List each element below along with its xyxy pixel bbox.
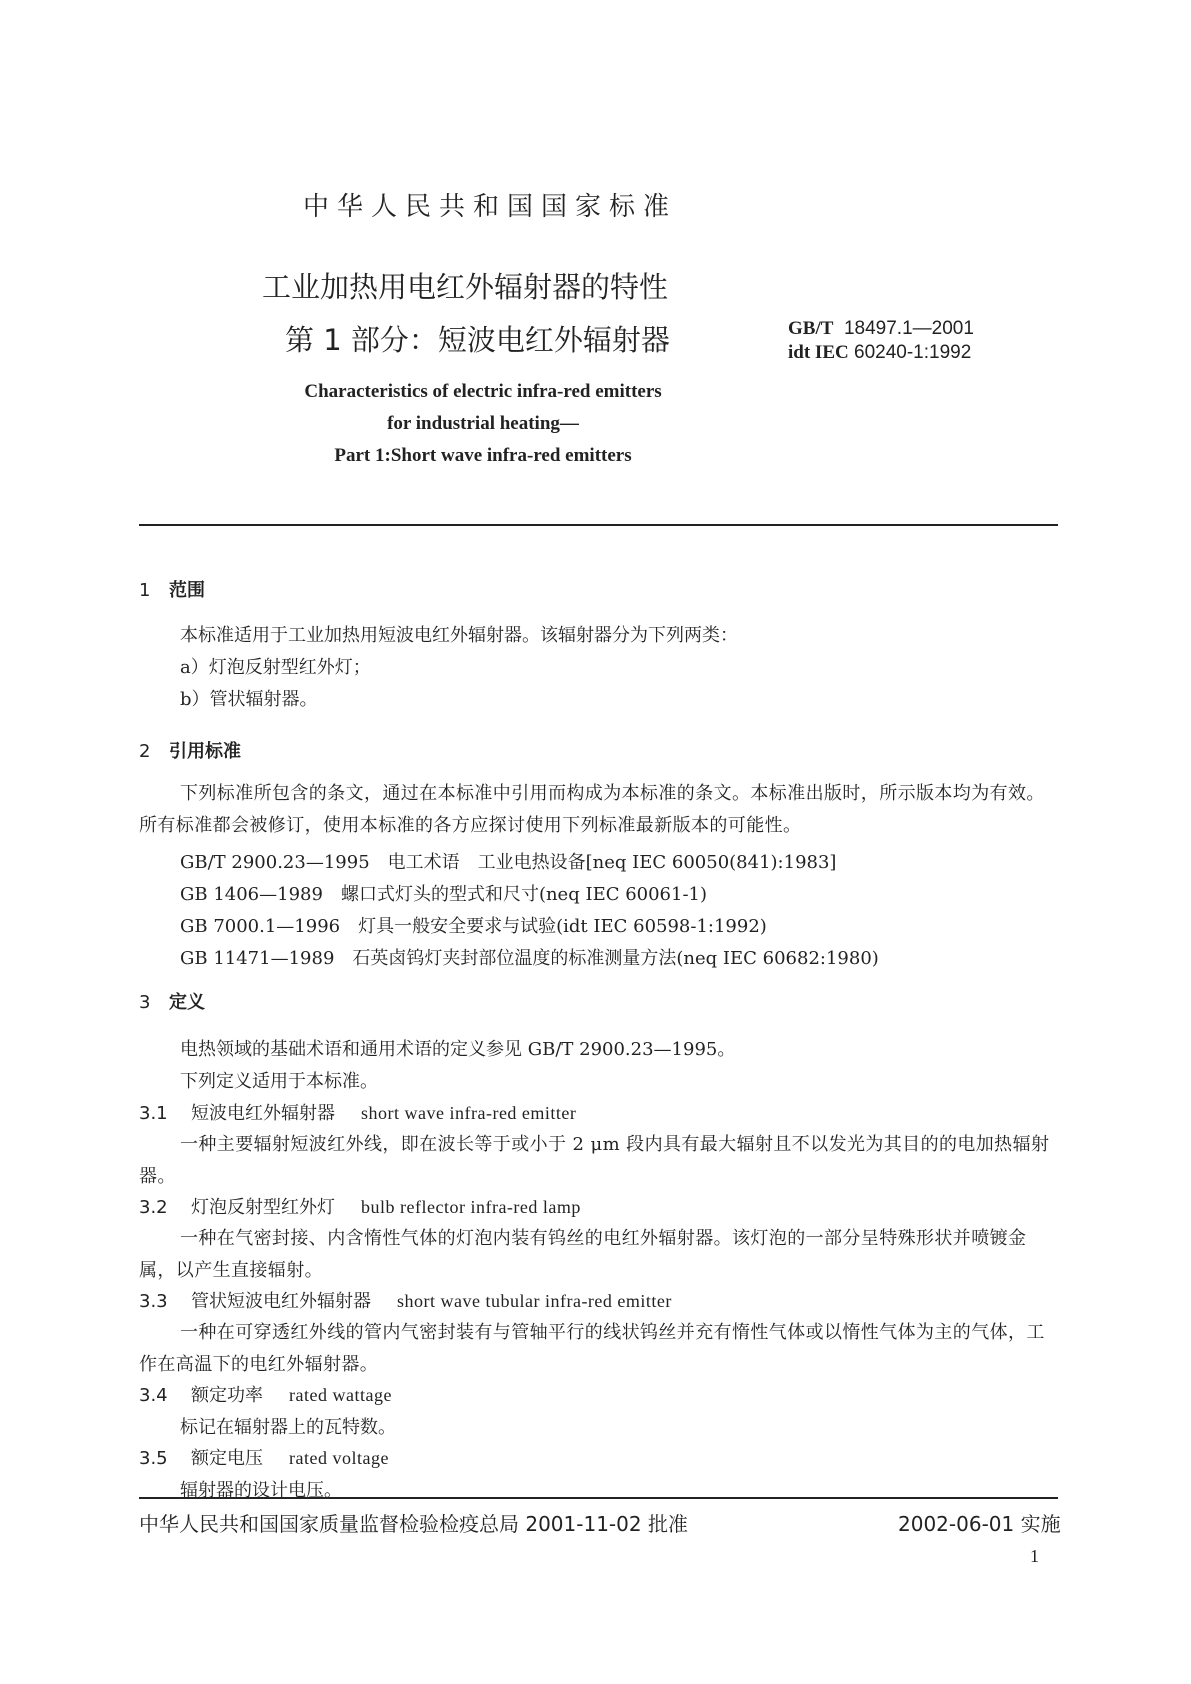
- page-number: 1: [1030, 1546, 1039, 1566]
- standard-number: [788, 318, 974, 340]
- reference-item: GB 11471—1989 石英卤钨灯夹封部位温度的标准测量方法(neq IEC 60682:1980): [180, 948, 879, 969]
- section-1-heading: [139, 576, 205, 602]
- definition-3-3-text: 一种在可穿透红外线的管内气密封装有与管轴平行的线状钨丝并充有惰性气体或以惰性气体为主的气体，工作在高温下的电红外辐射器。: [139, 1322, 1045, 1375]
- definition-term-en: bulb reflector infra-red lamp: [361, 1197, 581, 1217]
- clause-number: 3.1: [139, 1103, 168, 1124]
- title-cn-line1: 工业加热用电红外辐射器的特性: [262, 270, 669, 304]
- definition-term: 额定功率: [191, 1385, 263, 1406]
- definition-3-1-heading: [139, 1099, 576, 1125]
- definition-term-en: short wave tubular infra-red emitter: [397, 1291, 672, 1311]
- section-1-title: 范围: [169, 580, 205, 601]
- reference-item: GB/T 2900.23—1995 电工术语 工业电热设备[neq IEC 60050(841):1983]: [180, 852, 837, 873]
- section-3-paragraph: 下列定义适用于本标准。: [180, 1071, 378, 1092]
- approval-line: 中华人民共和国国家质量监督检验检疫总局 2001-11-02 批准: [139, 1512, 688, 1536]
- section-3-paragraph: 电热领域的基础术语和通用术语的定义参见 GB/T 2900.23—1995。: [180, 1039, 736, 1060]
- standard-code: 18497.1—2001: [843, 318, 974, 339]
- definition-3-5-heading: [139, 1444, 389, 1470]
- clause-number: 3.3: [139, 1291, 168, 1312]
- title-en-line3: Part 1:Short wave infra-red emitters: [334, 445, 632, 466]
- bottom-divider: [139, 1497, 1058, 1499]
- section-3-number: 3: [139, 992, 151, 1013]
- title-en-line2: for industrial heating—: [387, 413, 579, 434]
- effective-date: 2002-06-01 实施: [898, 1512, 1061, 1536]
- definition-term: 灯泡反射型红外灯: [191, 1197, 335, 1218]
- definition-term: 管状短波电红外辐射器: [191, 1291, 371, 1312]
- section-1-item-a: a）灯泡反射型红外灯；: [180, 657, 371, 678]
- section-1-item-b: b）管状辐射器。: [180, 689, 318, 710]
- idt-code: 60240-1:1992: [854, 342, 972, 363]
- definition-term: 短波电红外辐射器: [191, 1103, 335, 1124]
- section-2-number: 2: [139, 741, 151, 762]
- definition-3-2-heading: [139, 1193, 581, 1219]
- clause-number: 3.2: [139, 1197, 168, 1218]
- definition-term-en: rated voltage: [289, 1448, 389, 1468]
- definition-3-4-text: 标记在辐射器上的瓦特数。: [180, 1417, 396, 1438]
- idt-number: [788, 342, 971, 364]
- definition-3-3-heading: [139, 1287, 672, 1313]
- definition-term-en: short wave infra-red emitter: [361, 1103, 577, 1123]
- section-2-paragraph: 下列标准所包含的条文，通过在本标准中引用而构成为本标准的条文。本标准出版时，所示版本均为有效。所有标准都会被修订，使用本标准的各方应探讨使用下列标准最新版本的可能性。: [139, 783, 1045, 836]
- definition-term: 额定电压: [191, 1448, 263, 1469]
- definition-3-5-text: 辐射器的设计电压。: [180, 1480, 342, 1501]
- definition-3-1-text: 一种主要辐射短波红外线，即在波长等于或小于 2 μm 段内具有最大辐射且不以发光为其目的的电加热辐射器。: [139, 1134, 1050, 1187]
- definition-3-4-heading: [139, 1381, 392, 1407]
- title-cn-line2: 第 1 部分：短波电红外辐射器: [285, 323, 670, 357]
- section-1-number: 1: [139, 580, 151, 601]
- top-divider: [139, 524, 1058, 526]
- section-3-heading: [139, 988, 205, 1014]
- definition-term-en: rated wattage: [289, 1385, 392, 1405]
- national-standard-heading: 中华人民共和国国家标准: [302, 192, 677, 222]
- section-2-heading: [139, 737, 241, 763]
- section-3-title: 定义: [169, 992, 205, 1013]
- clause-number: 3.5: [139, 1448, 168, 1469]
- standard-prefix: GB/T: [788, 318, 834, 339]
- clause-number: 3.4: [139, 1385, 168, 1406]
- section-2-title: 引用标准: [169, 741, 241, 762]
- definition-3-2-text: 一种在气密封接、内含惰性气体的灯泡内装有钨丝的电红外辐射器。该灯泡的一部分呈特殊形状并喷镀金属，以产生直接辐射。: [139, 1228, 1027, 1281]
- reference-item: GB 7000.1—1996 灯具一般安全要求与试验(idt IEC 60598-1:1992): [180, 916, 767, 937]
- reference-item: GB 1406—1989 螺口式灯头的型式和尺寸(neq IEC 60061-1): [180, 884, 708, 905]
- section-1-paragraph: 本标准适用于工业加热用短波电红外辐射器。该辐射器分为下列两类：: [180, 625, 738, 646]
- title-en-line1: Characteristics of electric infra-red emitters: [304, 381, 662, 402]
- idt-prefix: idt IEC: [788, 342, 849, 363]
